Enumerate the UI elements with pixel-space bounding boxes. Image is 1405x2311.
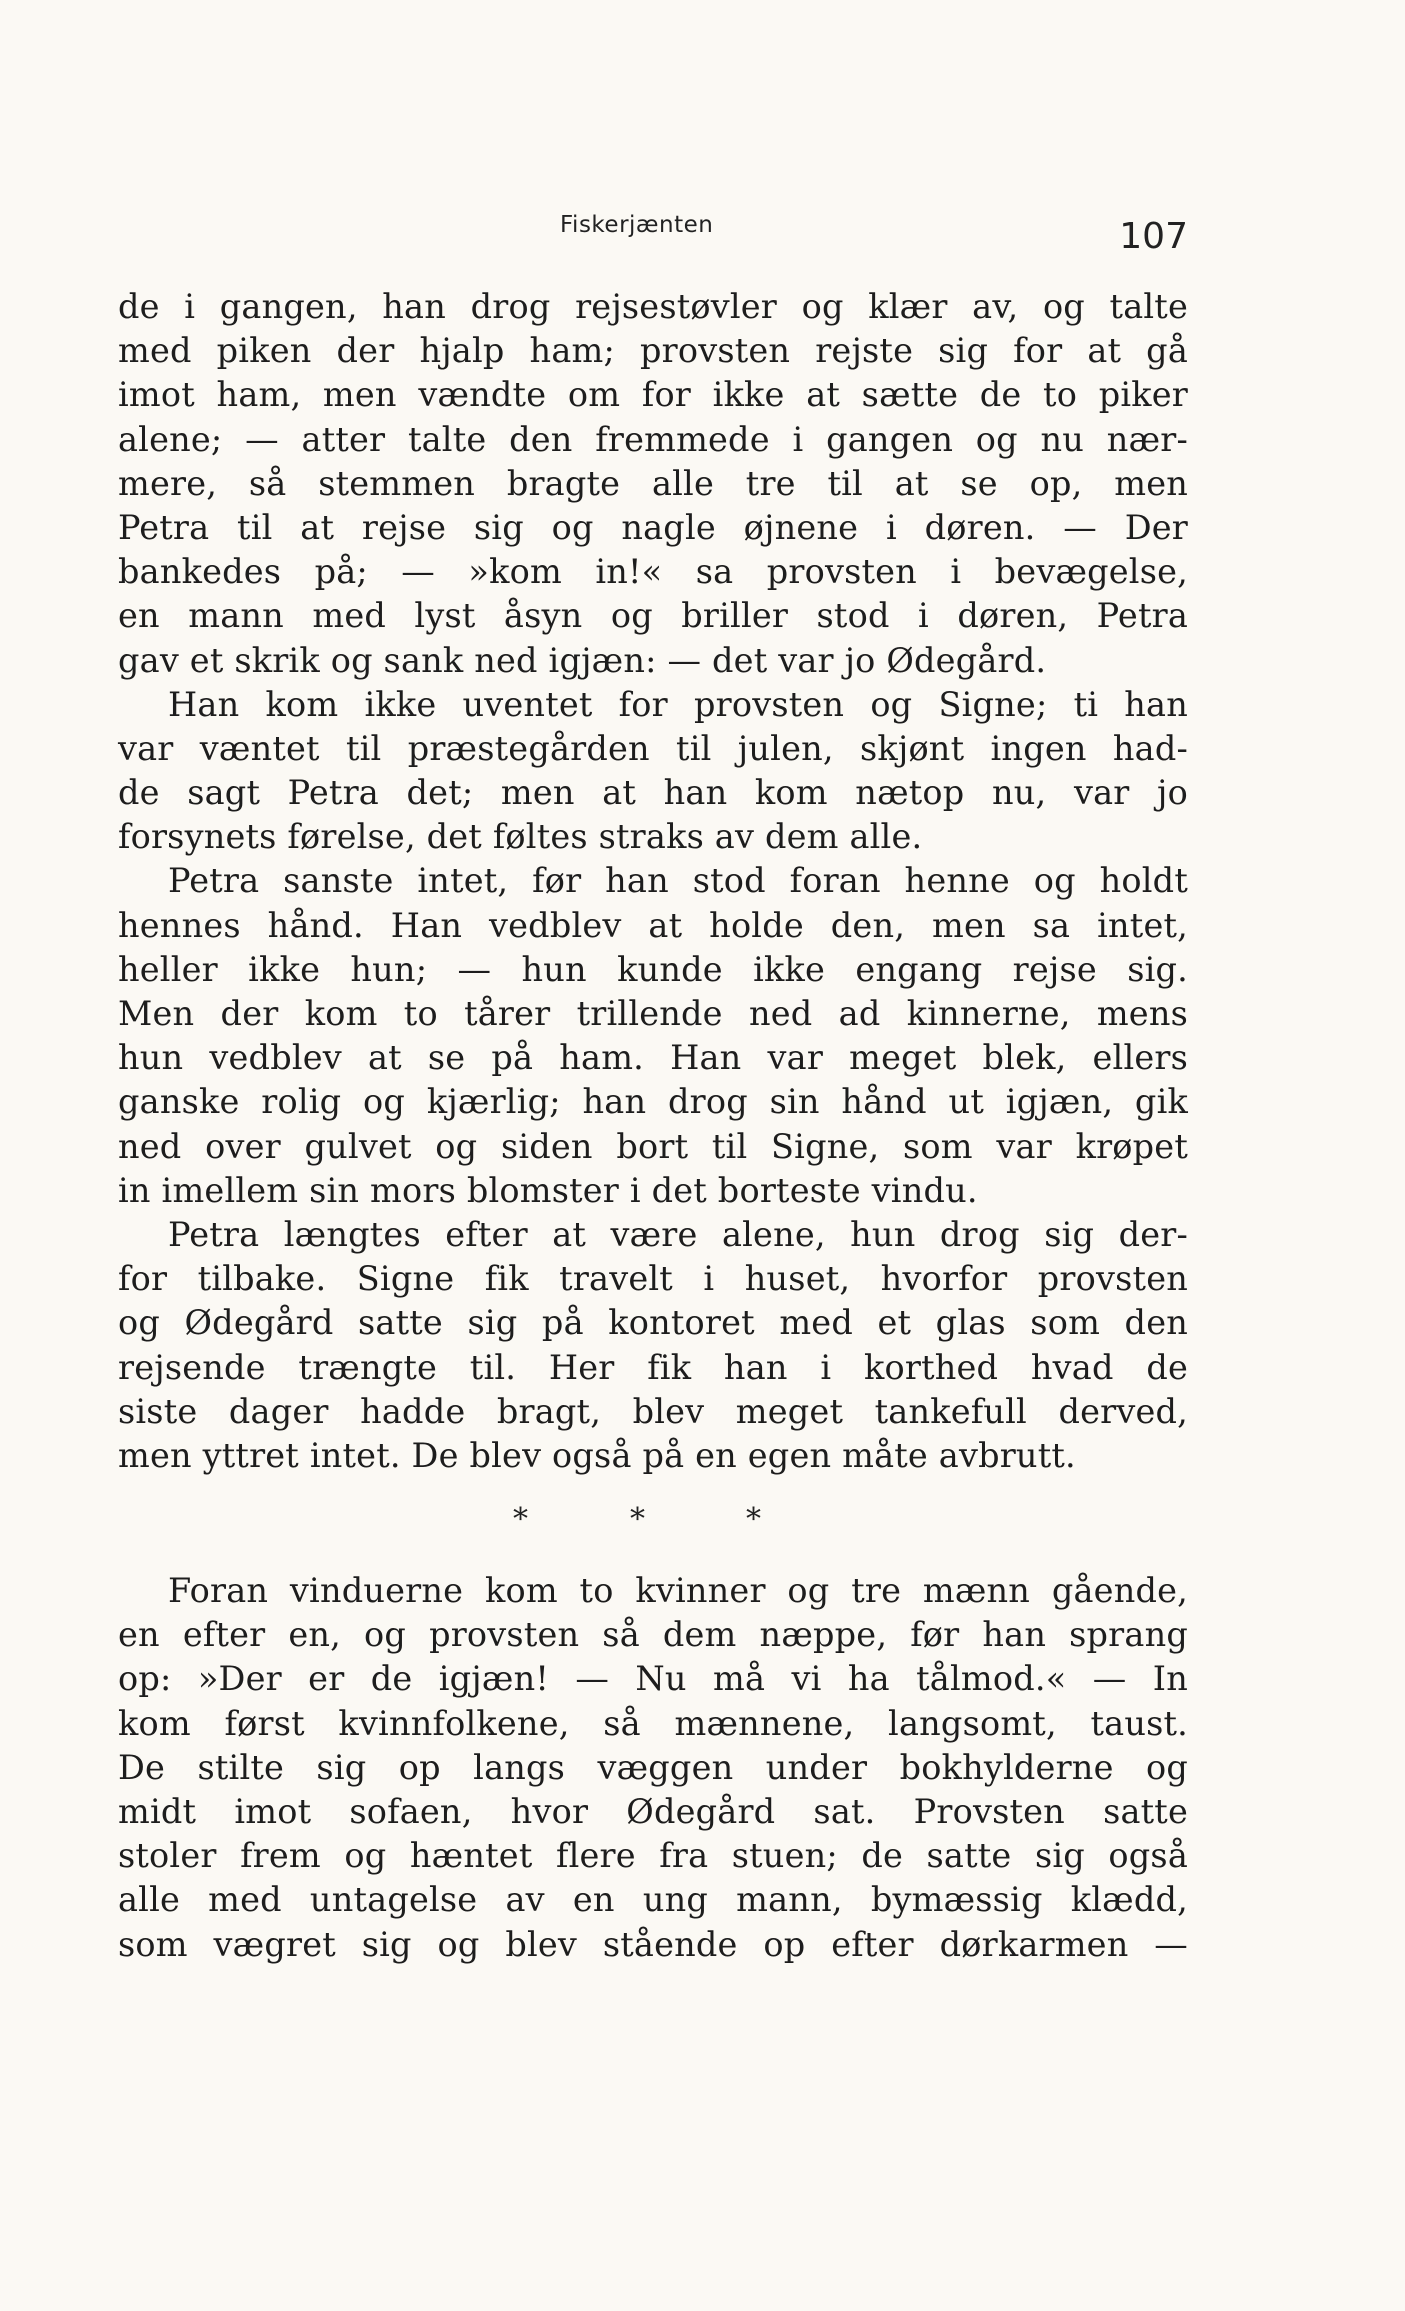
text-line: de sagt Petra det; men at han kom nætop nu, var jo: [118, 773, 1188, 813]
text-line: Petra til at rejse sig og nagle øjnene i døren. — Der: [118, 507, 1188, 547]
text-line: gav et skrik og sank ned igjæn: — det var jo Ødegård.: [118, 640, 1047, 680]
text-line: kom først kvinnfolkene, så mænnene, langsomt, taust.: [118, 1703, 1188, 1743]
text-line: alene; — atter talte den fremmede i gangen og nu nær-: [118, 419, 1188, 459]
text-line: og Ødegård satte sig på kontoret med et glas som den: [118, 1303, 1188, 1343]
text-line: forsynets førelse, det føltes straks av dem alle.: [118, 817, 923, 857]
text-line: mere, så stemmen bragte alle tre til at se op, men: [118, 463, 1188, 503]
text-line: de i gangen, han drog rejsestøvler og klær av, og talte: [118, 287, 1188, 326]
text-line: ned over gulvet og siden bort til Signe, som var krøpet: [118, 1126, 1188, 1166]
running-title: Fiskerjænten: [560, 212, 714, 238]
asterisk-ornament: *: [630, 1502, 645, 1537]
text-line: ganske rolig og kjærlig; han drog sin hånd ut igjæn, gik: [118, 1082, 1188, 1122]
text-line: in imellem sin mors blomster i det borteste vindu.: [118, 1170, 978, 1210]
page-number: 107: [1119, 216, 1188, 257]
asterisk-ornament: *: [746, 1502, 761, 1537]
text-line: Han kom ikke uventet for provsten og Signe; ti han: [168, 684, 1188, 724]
book-page: [118, 0, 1188, 2311]
text-line: men yttret intet. De blev også på en egen måte avbrutt.: [118, 1435, 1076, 1475]
section-break: [118, 1500, 1188, 1540]
text-line: for tilbake. Signe fik travelt i huset, hvorfor provsten: [118, 1259, 1188, 1299]
text-line: rejsende trængte til. Her fik han i korthed hvad de: [118, 1347, 1188, 1387]
text-line: midt imot sofaen, hvor Ødegård sat. Provsten satte: [118, 1791, 1188, 1831]
text-line: en mann med lyst åsyn og briller stod i døren, Petra: [118, 596, 1188, 636]
text-line: hun vedblev at se på ham. Han var meget blek, ellers: [118, 1038, 1188, 1078]
text-line: alle med untagelse av en ung mann, bymæssig klædd,: [118, 1880, 1188, 1920]
text-line: Petra sanste intet, før han stod foran henne og holdt: [168, 861, 1188, 901]
text-line: en efter en, og provsten så dem næppe, før han sprang: [118, 1615, 1188, 1655]
text-line: var væntet til præstegården til julen, skjønt ingen had-: [118, 728, 1188, 768]
text-line: Petra længtes efter at være alene, hun drog sig der-: [168, 1214, 1188, 1254]
text-line: som vægret sig og blev stående op efter dørkarmen —: [118, 1924, 1188, 1964]
text-line: De stilte sig op langs væggen under bokhylderne og: [118, 1747, 1188, 1787]
body-text-upper: [118, 285, 1188, 1478]
text-line: op: »Der er de igjæn! — Nu må vi ha tålmod.« — In: [118, 1659, 1188, 1699]
running-head: [118, 212, 1188, 262]
text-line: bankedes på; — »kom in!« sa provsten i bevægelse,: [118, 552, 1188, 592]
text-line: Men der kom to tårer trillende ned ad kinnerne, mens: [118, 994, 1188, 1033]
text-line: imot ham, men vændte om for ikke at sætte de to piker: [118, 375, 1188, 415]
text-line: heller ikke hun; — hun kunde ikke engang rejse sig.: [118, 949, 1188, 989]
text-line: siste dager hadde bragt, blev meget tankefull derved,: [118, 1391, 1188, 1431]
text-line: Foran vinduerne kom to kvinner og tre mænn gående,: [168, 1571, 1188, 1610]
asterisk-ornament: *: [513, 1502, 528, 1537]
body-text-lower: [118, 1569, 1188, 1967]
text-line: med piken der hjalp ham; provsten rejste sig for at gå: [118, 331, 1188, 371]
text-line: stoler frem og hæntet flere fra stuen; de satte sig også: [118, 1836, 1188, 1876]
text-line: hennes hånd. Han vedblev at holde den, men sa intet,: [118, 905, 1188, 945]
